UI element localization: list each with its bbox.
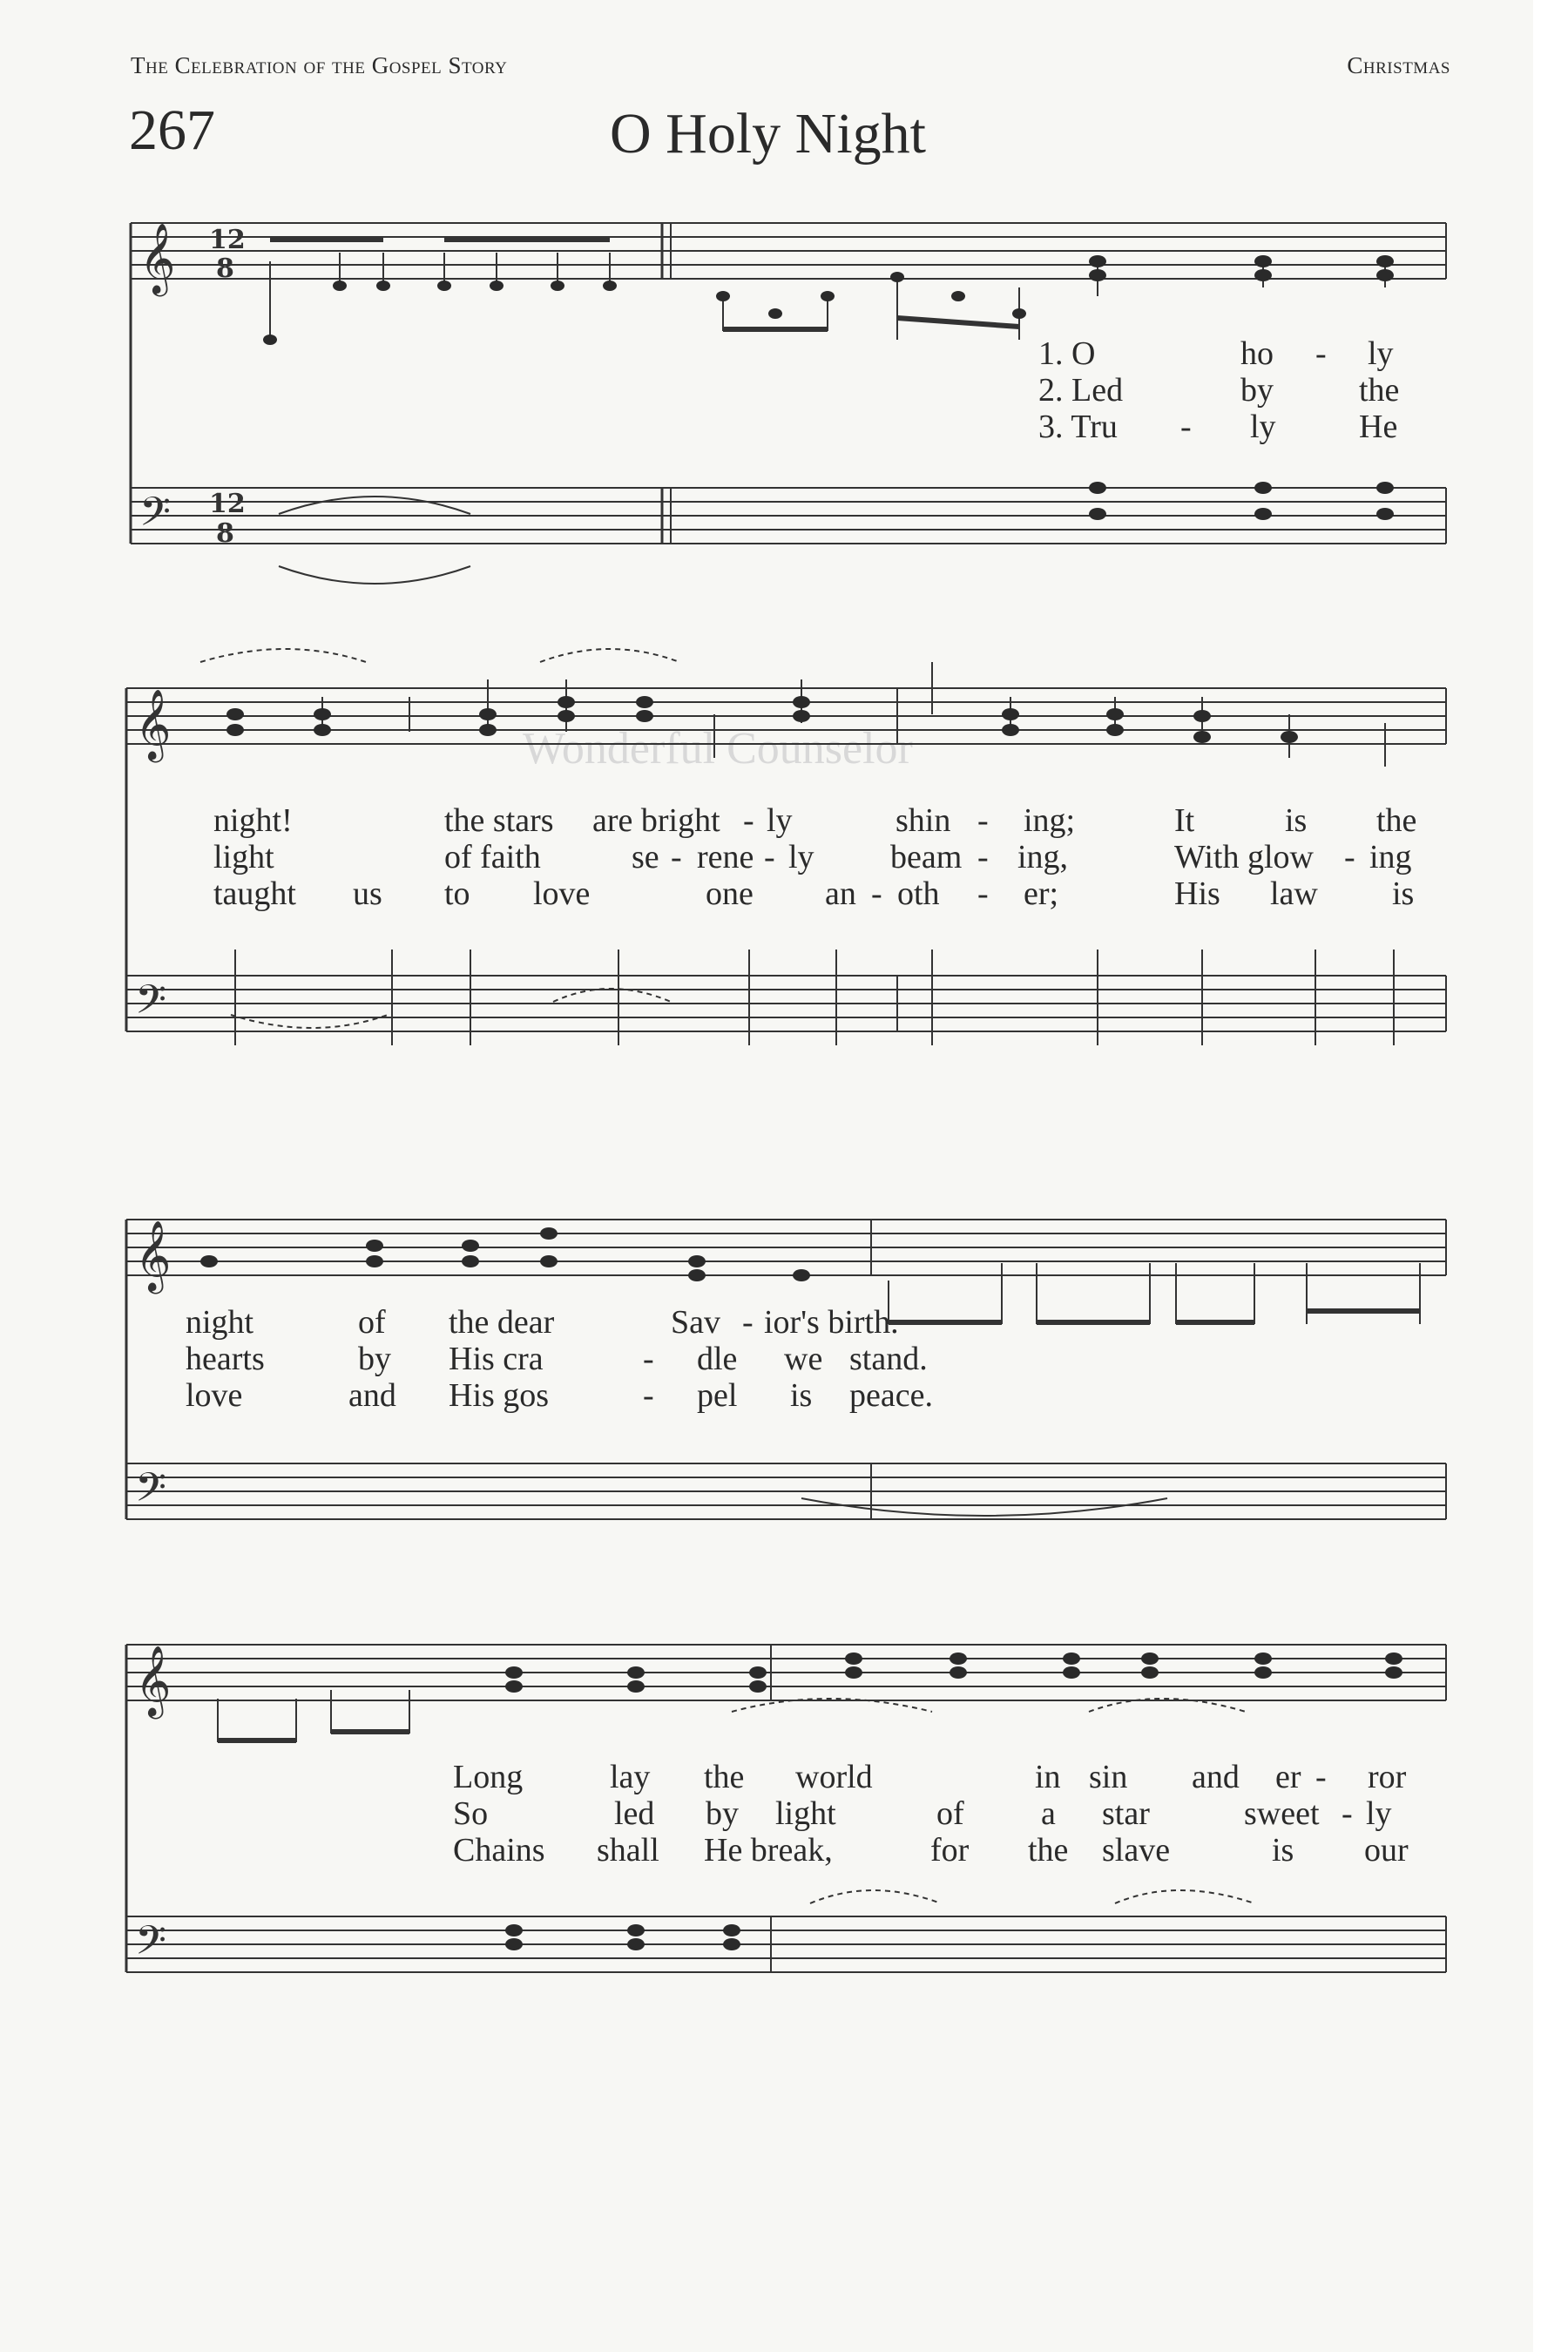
lyrics-system-1-verse-3: 3. Tru - ly He: [1038, 409, 1398, 445]
bass-clef-2: 𝄢: [135, 977, 167, 1033]
time-sig-bottom-treble: 8: [216, 253, 234, 284]
hymn-title: O Holy Night: [610, 102, 926, 166]
hymn-number: 267: [129, 98, 215, 162]
lyrics-system-2-verse-3: taught us to love one an - oth - er; His law is: [213, 875, 1415, 912]
bleed-through-text: Wonderful Counselor: [523, 724, 913, 774]
lyrics-system-2-verse-2: light of faith se - rene - ly beam - ing, With glow - ing: [213, 839, 1412, 875]
lyrics-system-1-verse-1: 1. O ho - ly: [1038, 335, 1394, 372]
running-header-right: Christmas: [1347, 52, 1450, 78]
lyrics-system-4-verse-2: So led by light of a star sweet - ly: [453, 1795, 1392, 1832]
staff-bass-3: [126, 1463, 1446, 1519]
staff-bass-2: [126, 976, 1446, 1031]
time-sig-top-bass: 12: [209, 489, 246, 519]
staff-treble-3: [126, 1220, 1446, 1275]
lyrics-system-4-verse-1: Long lay the world in sin and er - ror: [453, 1759, 1407, 1795]
lyrics-system-3-verse-3: love and His gos - pel is peace.: [186, 1377, 933, 1414]
staff-bass-1: [131, 488, 1446, 544]
treble-clef-3: 𝄞: [135, 1220, 172, 1291]
treble-clef-4: 𝄞: [135, 1645, 172, 1716]
lyrics-system-3-verse-2: hearts by His cra - dle we stand.: [186, 1341, 928, 1377]
lyrics-system-1-verse-2: 2. Led by the: [1038, 372, 1400, 409]
staff-bass-4: [126, 1916, 1446, 1972]
staff-treble-4: [126, 1645, 1446, 1700]
bass-clef-1: 𝄢: [139, 489, 172, 545]
time-sig-bottom-bass: 8: [216, 518, 234, 549]
time-sig-top-treble: 12: [209, 225, 246, 255]
staff-treble-1: [131, 223, 1446, 279]
lyrics-system-3-verse-1: night of the dear Sav - ior's birth.: [186, 1304, 899, 1341]
treble-clef-1: 𝄞: [139, 222, 176, 294]
lyrics-system-4-verse-3: Chains shall He break, for the slave is our: [453, 1832, 1409, 1869]
treble-clef-2: 𝄞: [135, 688, 172, 760]
bass-clef-4: 𝄢: [135, 1917, 167, 1974]
bass-clef-3: 𝄢: [135, 1464, 167, 1521]
running-header-left: The Celebration of the Gospel Story: [131, 52, 508, 78]
lyrics-system-2-verse-1: night! the stars are bright - ly shin - ing; It is the: [213, 802, 1417, 839]
